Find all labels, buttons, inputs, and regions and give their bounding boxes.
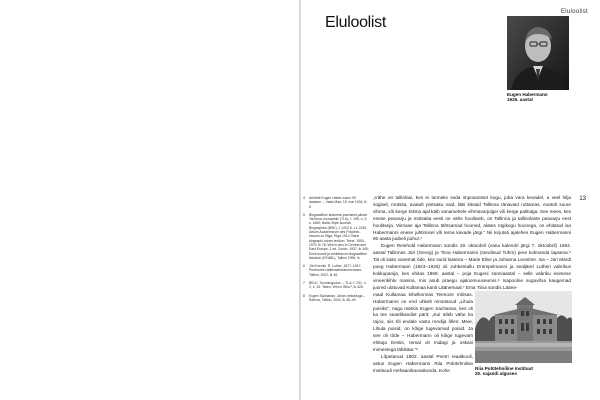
footnote-text: Biograafiline andmete-paerisest pärast Tal-linna Linnaarhiiv (TLA), f. 195, n. 2, s. 1660; Baltic Style suurlak, Biographics (BSK), 1 1200 K. LL 2230; Album Academicum des Polytech-nicums zu Riga, Riga 1912; Bank biographi-sches lexikon. Teine, 1950–1979. lk 78; Who's who in Central and East Europe, 1 ed. Zurich, 1937, lk 349; Eesti kunsti ja arhitektuuri biograafiline leksikon (EKABL), Tallinn 1996, lk (309, 212, 369, 260)
institute-caption-line2: 20. sajandi alguses (475, 371, 517, 377)
institute-photo-caption (475, 366, 575, 377)
footnote-text: Arhitekt Eugen Haber-mann 90 aastane. – Vaba Maa, 15. mai 1934, lk 5. (309, 196, 367, 209)
institute-caption-line1: Riia Polütehniline Instituut (475, 366, 533, 371)
running-head: Eluloolist (560, 9, 588, 15)
footnote (303, 281, 369, 290)
footnote-number: 5 (303, 212, 305, 217)
paragraph: Lõpetanud 1902. aastal Peetri reaalkooli, astus Eugen Habermann Riia Polütehnilise Instituudi mehaanikaosakonda. Kohe (373, 353, 473, 373)
portrait-photo (507, 16, 569, 90)
marginal-notes (303, 196, 369, 306)
portrait-caption-line2: 1926. aastal (507, 97, 533, 103)
footnote-text: Eugen Sacharias: Juhan-nekulliuga – Rahvra, Tallinn, 2000, lk 48–49. (309, 293, 366, 302)
footnote-text: BELK, Toomkogudus. – TLA, f. 231, n. 2, s. 15. Tsiten. Who's Who?, lk 426. (309, 281, 367, 290)
footnote (303, 294, 369, 303)
paragraph: Eugen Reinhold Habermann sündis 19. oktoobril (vana kalendri järgi 7. oktoobril) 1884. aastal Tallinnas Jüri (Georg) ja Tiina Habermanni (sündinud Tuhm) pere kolmanda lapsena.⁵ Tal oli kaks vanemat õde, kes surid lastena – Marie Elise ja Johanna Leontine. Isa – Jüri Mardi poeg Habermann (1843–1926) oli Juhkentallu Drümpelmanni ja sealjärel Lutheri vabrikus kokkupanija, kes ehitas 1868. aastal – poja Eugeni sünniaastal – selle vabriku esimese vineerikihlu masina, mis asub praegu ajaloomuuseumis.⁶ Isapoolne suguvõsa kaugemad juured ulatuvad Kullamaa kanti Läänemaal.⁷ Ema Tiina sündis Lääne- (373, 243, 571, 290)
paragraph: „Vähe on tallinlasi, kes ei tunneks seda imposantset kogu, juba vara kevadel, a veel hilja sügisel, mütsita, avatult pintsaku vaid, läbi kitsaid Tallinna tänavaid ruttamas. Avatult suure vihma, või kerge külma ajal käib vanamehele vihmavarjulgei või kerge palitulga. See mees, kes enese peavarju ja mütsaita eesti ne vähe hoolitseb, on Tallinna ja tallinnlaste peavarju eest hoolitseja. Viimase aja Tallinna tähtsamad hooned, alates rügikogu hoonega, on ehitatud isa Habermanni enese juhtimisel või tema kavade järgi.“ Nii kirjutati ajalehes Eugen Habermanni 90 aasta juubeli puhul.⁴ (373, 195, 571, 242)
footnote (303, 196, 369, 209)
right-page (301, 0, 600, 400)
footnote-text: Jüri Kermik. R. Luther, 1877–1947. Perekonnt väikeraatsivärmeedusto. Tallinn, 2002, lk 46. (309, 264, 363, 277)
institute-photo (475, 291, 572, 363)
portrait-caption-line1: Eugen Habermann (507, 92, 548, 97)
footnote-number: 4 (303, 196, 305, 200)
footnote (303, 213, 369, 260)
paragraph: maal Kullamaa kihelkonnas Teenoze mõisas. Habermanni on end uhkelt nimetanud „Lihula poisiks“, nagu märkis Eugen Sacharias, kes oli ka tee seaelikandist pärit: „Kui ütleb vähe ka rajoo, siis tõi endale vastu rendija õlles: Meie, Lihula poisid, on kõige tugevamad poisid. Ja see oli tõde – Habermann oli kõige tugevam ehitaja Eestis, temal oli midagi ja oskasi Inimestega läbikäia.“⁸ (373, 291, 473, 352)
footnote (303, 264, 369, 277)
page-number: 13 (579, 196, 586, 202)
chapter-title: Eluloolist (325, 14, 387, 31)
footnote-number: 6 (303, 264, 305, 269)
portrait-caption (507, 92, 587, 103)
footnote-number: 8 (303, 293, 305, 298)
footnote-number: 7 (303, 281, 305, 286)
left-page-blank (0, 0, 299, 400)
